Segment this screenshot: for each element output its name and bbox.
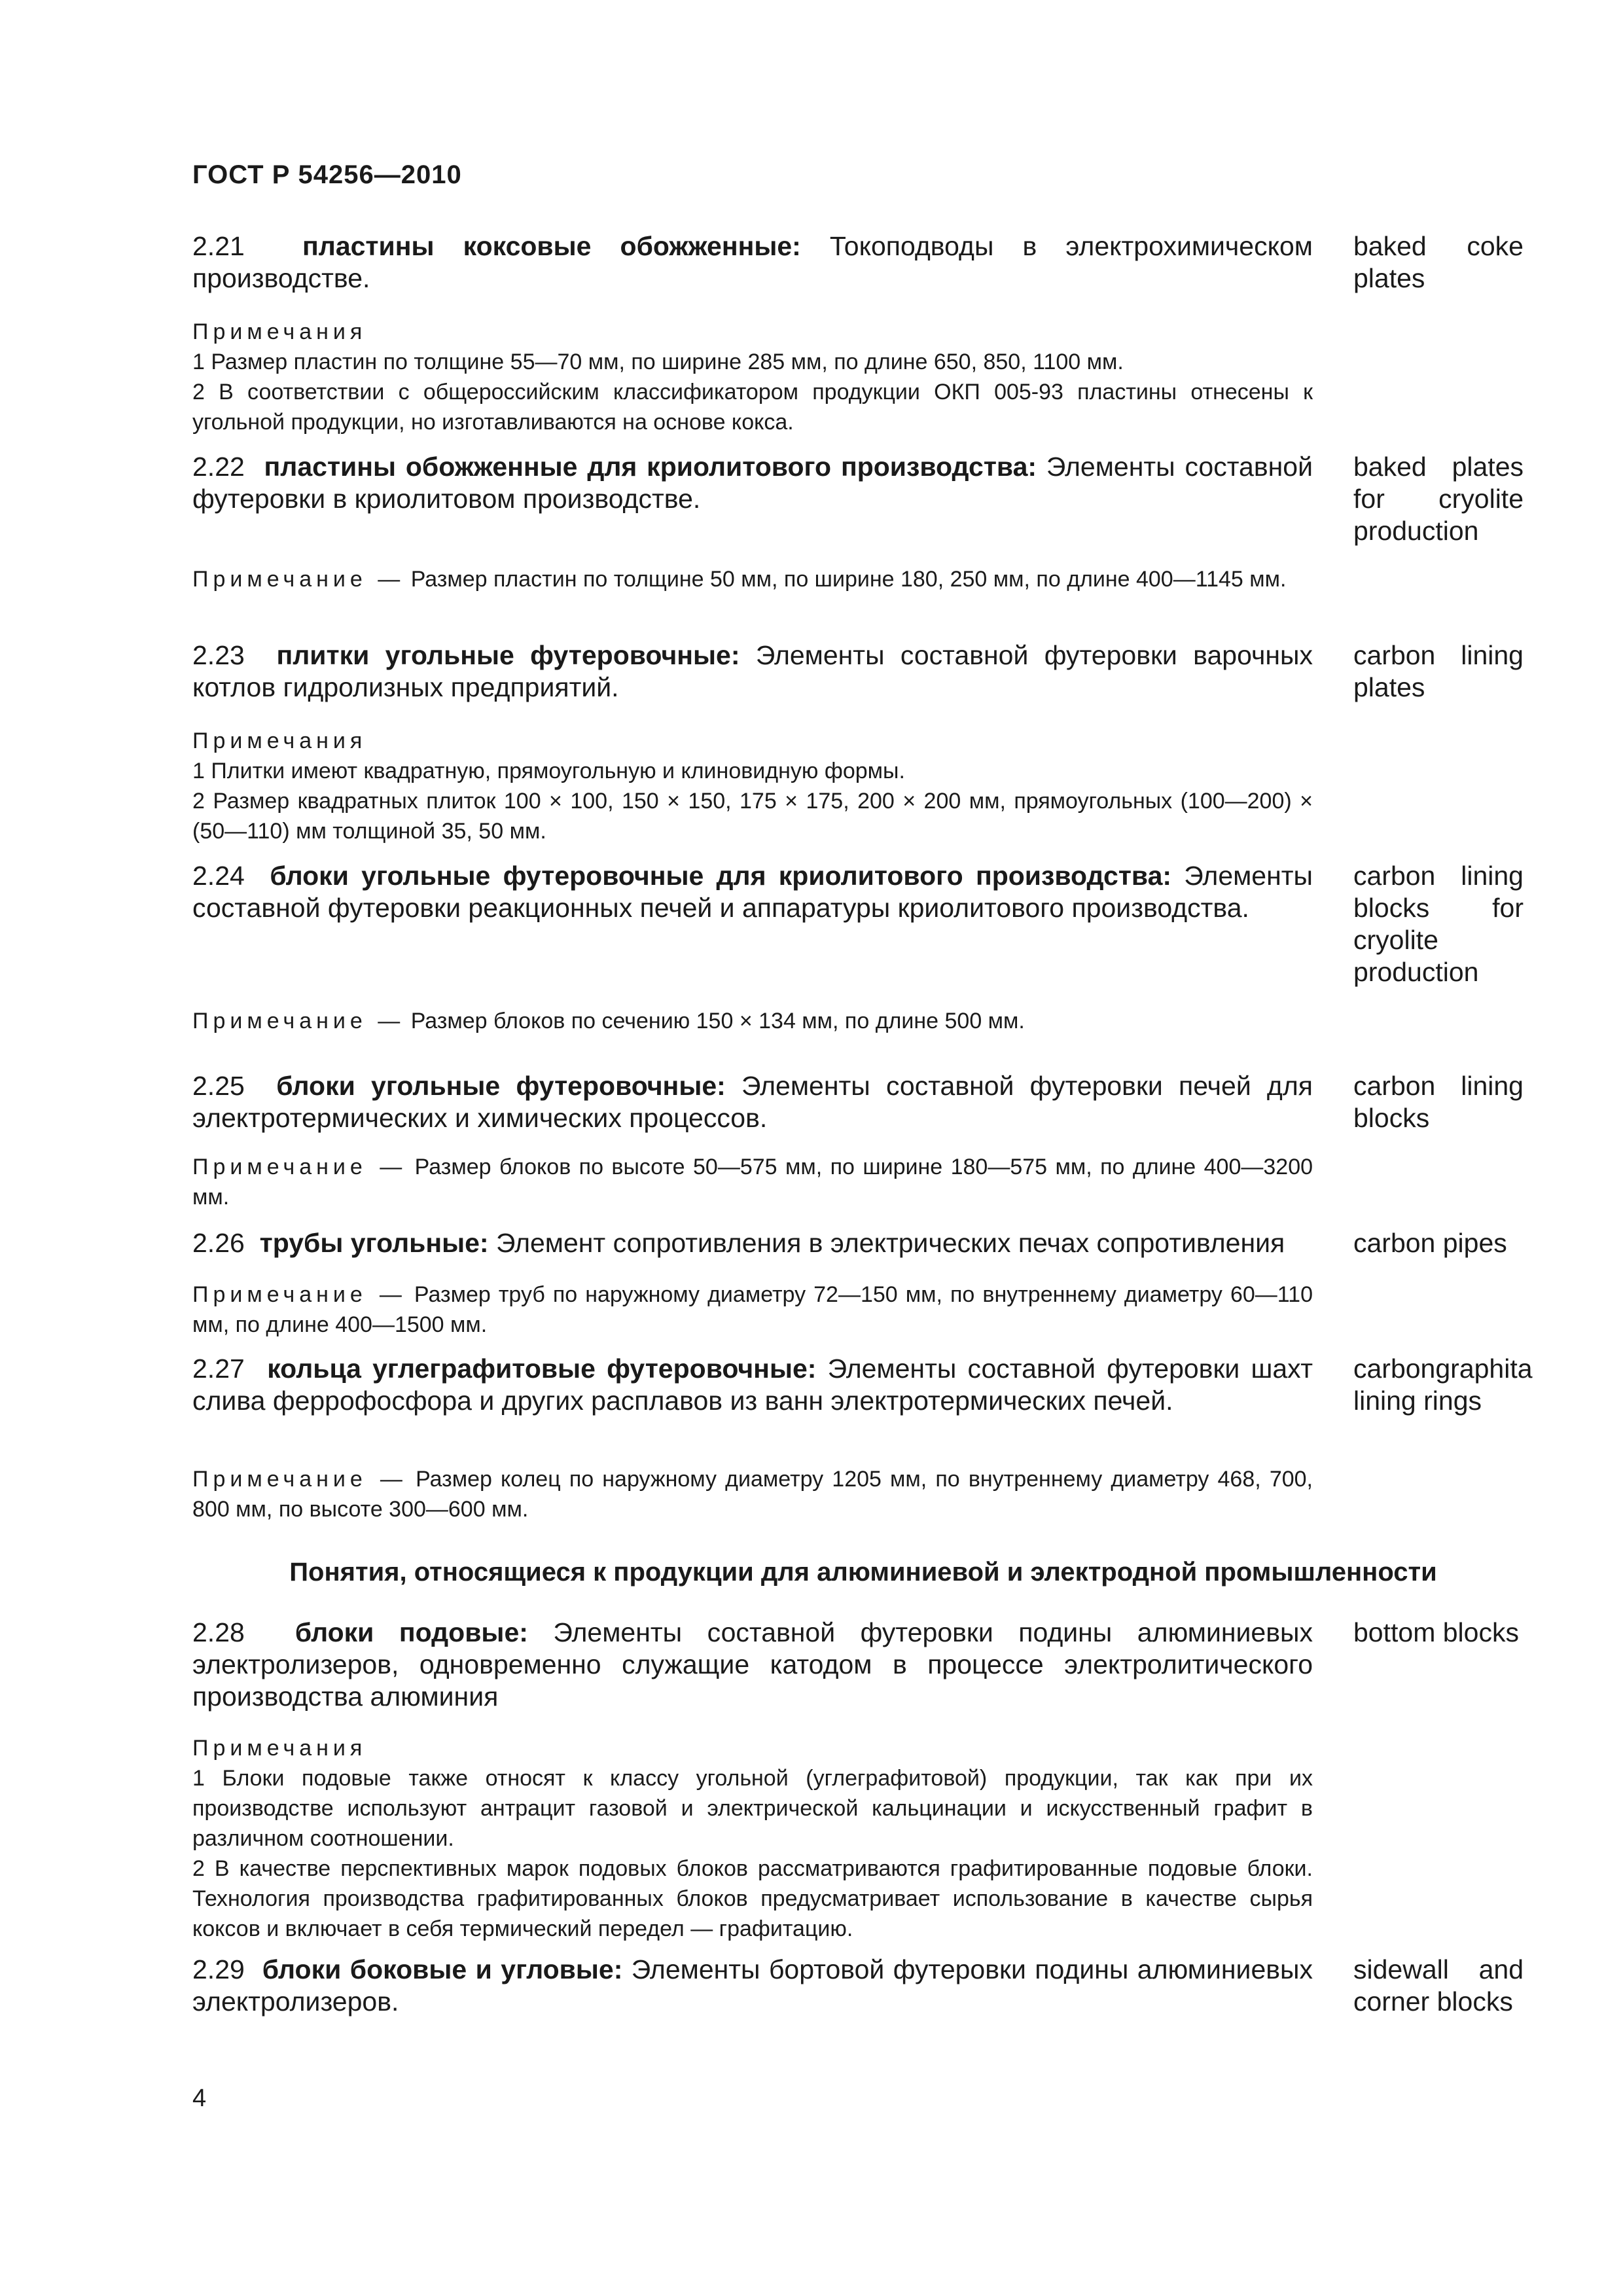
- term-number: 2.25: [192, 1071, 245, 1101]
- note-item: Примечание — Размер блоков по высоте 50—575 мм, по ширине 180—575 мм, по длине 400—3200 мм.: [192, 1155, 1313, 1210]
- note-item: 2 В качестве перспективных марок подовых блоков рассматриваются графитированные подовые блоки. Технология производства графитированных блоков предусматривает использование в качестве сырья коксов и включает в себя термический передел — графитацию.: [192, 1856, 1313, 1941]
- term-definition: [192, 1227, 1313, 1259]
- note-label: Примечание —: [192, 1009, 405, 1033]
- english-equivalent: carbon lining plates: [1353, 640, 1524, 702]
- note-block: [192, 1733, 1313, 1944]
- note-block: [192, 1280, 1313, 1340]
- note-block: [192, 726, 1313, 846]
- term-definition: [192, 639, 1313, 704]
- term-name: пластины обожженные для криолитового производства:: [264, 452, 1037, 482]
- term-number: 2.29: [192, 1954, 245, 1984]
- definition-text: Элементы составной футеровки в криолитовом производстве.: [192, 452, 1313, 514]
- note-item: 1 Размер пластин по толщине 55—70 мм, по ширине 285 мм, по длине 650, 850, 1100 мм.: [192, 350, 1124, 374]
- term-definition: [192, 1070, 1313, 1134]
- term-definition: [192, 860, 1313, 924]
- term-number: 2.21: [192, 231, 245, 261]
- term-definition: [192, 451, 1313, 515]
- term-name: блоки угольные футеровочные:: [276, 1071, 726, 1101]
- term-entry-2-25: [192, 1070, 1534, 1134]
- english-equivalent: carbon lining blocks: [1353, 1071, 1524, 1133]
- page-number: 4: [192, 2085, 207, 2112]
- note-item: Примечание — Размер блоков по сечению 150 × 134 мм, по длине 500 мм.: [192, 1009, 1025, 1033]
- term-number: 2.28: [192, 1617, 245, 1647]
- note-item: 1 Плитки имеют квадратную, прямоугольную и клиновидную формы.: [192, 759, 905, 783]
- term-name: плитки угольные футеровочные:: [276, 640, 740, 670]
- standard-title: ГОСТ Р 54256—2010: [192, 160, 462, 189]
- term-definition: [192, 1954, 1313, 2018]
- term-name: блоки боковые и угловые:: [262, 1954, 623, 1984]
- english-equivalent: carbon lining blocks for cryolite production: [1353, 861, 1524, 987]
- definition-text: Токоподводы в электрохимическом производстве.: [192, 231, 1313, 293]
- term-name: кольца углеграфитовые футеровочные:: [267, 1354, 817, 1384]
- term-entry-2-28: [192, 1617, 1534, 1713]
- note-block: [192, 1006, 1313, 1036]
- definition-text: Элементы бортовой футеровки подины алюминиевых электролизеров.: [192, 1954, 1313, 2017]
- note-item: 1 Блоки подовые также относят к классу угольной (углеграфитовой) продукции, так как при их производстве используют антрацит газовой и электрической кальцинации и искусственный графит в различном соотношении.: [192, 1766, 1313, 1851]
- definition-text: Элементы составной футеровки варочных котлов гидролизных предприятий.: [192, 640, 1313, 702]
- note-block: [192, 564, 1313, 594]
- note-item: 2 В соответствии с общероссийским классификатором продукции ОКП 005-93 пластины отнесены к угольной продукции, но изготавливаются на основе кокса.: [192, 380, 1313, 435]
- note-item: Примечание — Размер колец по наружному диаметру 1205 мм, по внутреннему диаметру 468, 700, 800 мм, по высоте 300—600 мм.: [192, 1467, 1313, 1522]
- note-item: 2 Размер квадратных плиток 100 × 100, 150 × 150, 175 × 175, 200 × 200 мм, прямоугольных (100—200) × (50—110) мм толщиной 35, 50 мм.: [192, 789, 1313, 844]
- term-name: блоки подовые:: [294, 1617, 528, 1647]
- note-label: Примечание —: [192, 567, 405, 592]
- english-equivalent: baked plates for cryolite production: [1353, 452, 1524, 546]
- definition-text: Элемент сопротивления в электрических печах сопротивления: [488, 1228, 1285, 1258]
- definition-text: Элементы составной футеровки шахт слива феррофосфора и других расплавов из ванн электротермических печей.: [192, 1354, 1313, 1416]
- note-item: Примечание — Размер труб по наружному диаметру 72—150 мм, по внутреннему диаметру 60—110 мм, по длине 400—1500 мм.: [192, 1282, 1313, 1337]
- english-equivalent: carbon pipes: [1353, 1228, 1507, 1258]
- term-name: блоки угольные футеровочные для криолитового производства:: [270, 861, 1172, 891]
- term-number: 2.27: [192, 1354, 245, 1384]
- term-number: 2.22: [192, 452, 245, 482]
- note-label: Примечание —: [192, 1282, 406, 1307]
- term-entry-2-27: [192, 1353, 1534, 1417]
- note-label: Примечания: [192, 728, 367, 753]
- note-label: Примечание —: [192, 1467, 407, 1492]
- term-definition: [192, 1617, 1313, 1713]
- section-heading: Понятия, относящиеся к продукции для алюминиевой и электродной промышленности: [289, 1558, 1437, 1587]
- term-name: трубы угольные:: [259, 1228, 489, 1258]
- term-entry-2-29: [192, 1954, 1534, 2018]
- definition-text: Элементы составной футеровки печей для электротермических и химических процессов.: [192, 1071, 1313, 1133]
- term-number: 2.23: [192, 640, 245, 670]
- note-label: Примечания: [192, 1736, 367, 1761]
- note-block: [192, 1152, 1313, 1212]
- term-name: пластины коксовые обожженные:: [302, 231, 801, 261]
- note-item: Примечание — Размер пластин по толщине 50 мм, по ширине 180, 250 мм, по длине 400—1145 мм.: [192, 567, 1287, 592]
- english-equivalent: baked coke plates: [1353, 231, 1524, 293]
- note-block: [192, 1464, 1313, 1524]
- english-equivalent: sidewall and corner blocks: [1353, 1954, 1524, 2017]
- term-entry-2-26: [192, 1227, 1534, 1259]
- term-entry-2-24: [192, 860, 1534, 987]
- english-equivalent: carbongraphita lining rings: [1353, 1354, 1533, 1416]
- term-definition: [192, 230, 1313, 295]
- english-equivalent: bottom blocks: [1353, 1617, 1519, 1647]
- note-label: Примечания: [192, 319, 367, 344]
- term-definition: [192, 1353, 1313, 1417]
- note-label: Примечание —: [192, 1155, 407, 1179]
- definition-text: Элементы составной футеровки реакционных печей и аппаратуры криолитового производства.: [192, 861, 1313, 923]
- term-number: 2.26: [192, 1228, 245, 1258]
- note-block: [192, 317, 1313, 437]
- term-entry-2-22: [192, 451, 1534, 546]
- term-entry-2-21: [192, 230, 1534, 295]
- term-number: 2.24: [192, 861, 245, 891]
- definition-text: Элементы составной футеровки подины алюминиевых электролизеров, одновременно служащие катодом в процессе электролитического производства алюминия: [192, 1617, 1313, 1712]
- term-entry-2-23: [192, 639, 1534, 704]
